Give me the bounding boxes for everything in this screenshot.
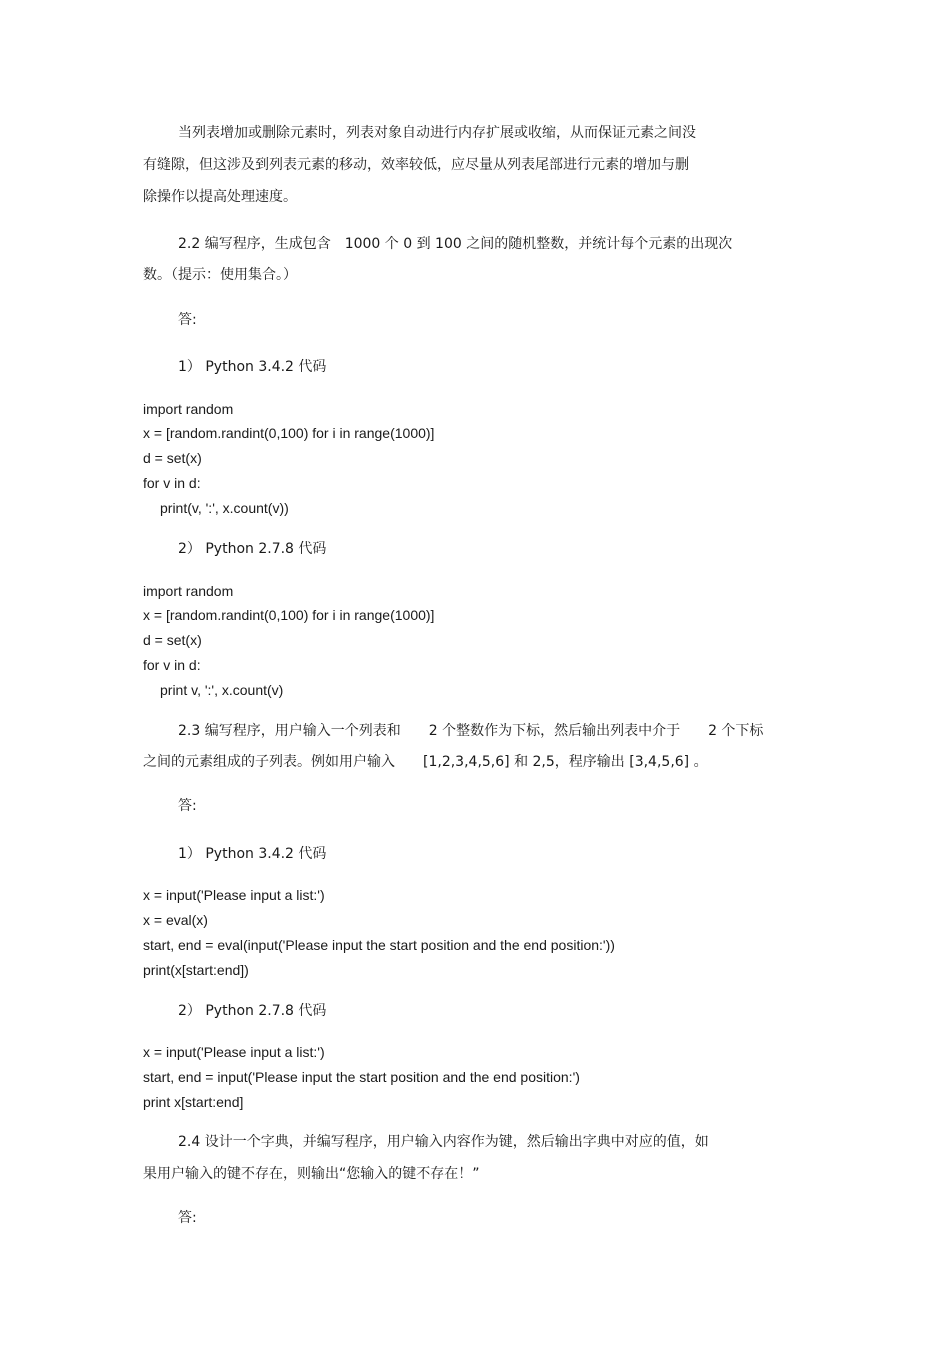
code-line: print(x[start:end]): [143, 962, 249, 978]
paragraph-line: 当列表增加或删除元素时，列表对象自动进行内存扩展或收缩，从而保证元素之间没: [178, 125, 696, 141]
code-line: print x[start:end]: [143, 1094, 244, 1110]
code-line: start, end = eval(input('Please input the start position and the end position:')): [143, 937, 615, 953]
code-line: for v in d:: [143, 475, 201, 491]
question-line: 2.4 设计一个字典，并编写程序，用户输入内容作为键，然后输出字典中对应的值，如: [178, 1134, 709, 1150]
question-line: 数。（提示：使用集合。）: [143, 267, 297, 283]
code-heading: 2） Python 2.7.8 代码: [178, 1003, 327, 1019]
code-line: x = input('Please input a list:'): [143, 1044, 325, 1060]
code-line: import random: [143, 583, 234, 599]
answer-label: 答:: [178, 312, 197, 328]
code-line: x = [random.randint(0,100) for i in range(1000)]: [143, 607, 435, 623]
code-line: x = input('Please input a list:'): [143, 887, 325, 903]
code-line: print v, ':', x.count(v): [160, 682, 284, 698]
question-line: 2.3 编写程序，用户输入一个列表和 2 个整数作为下标，然后输出列表中介于 2 个下标: [178, 723, 764, 739]
paragraph-line: 有缝隙，但这涉及到列表元素的移动，效率较低，应尽量从列表尾部进行元素的增加与删: [143, 157, 689, 173]
code-line: import random: [143, 401, 234, 417]
paragraph-line: 除操作以提高处理速度。: [143, 189, 297, 205]
code-line: x = eval(x): [143, 912, 208, 928]
code-line: x = [random.randint(0,100) for i in range(1000)]: [143, 425, 435, 441]
code-line: d = set(x): [143, 632, 202, 648]
question-line: 之间的元素组成的子列表。例如用户输入 [1,2,3,4,5,6] 和 2,5，程序输出 [3,4,5,6] 。: [143, 754, 708, 770]
answer-label: 答:: [178, 798, 197, 814]
question-line: 2.2 编写程序，生成包含 1000 个 0 到 100 之间的随机整数，并统计每个元素的出现次: [178, 236, 733, 252]
code-line: d = set(x): [143, 450, 202, 466]
code-heading: 1） Python 3.4.2 代码: [178, 359, 327, 375]
code-line: for v in d:: [143, 657, 201, 673]
code-heading: 1） Python 3.4.2 代码: [178, 846, 327, 862]
code-line: print(v, ':', x.count(v)): [160, 500, 289, 516]
question-line: 果用户输入的键不存在，则输出“您输入的键不存在！”: [143, 1166, 480, 1182]
code-heading: 2） Python 2.7.8 代码: [178, 541, 327, 557]
answer-label: 答:: [178, 1210, 197, 1226]
code-line: start, end = input('Please input the start position and the end position:'): [143, 1069, 580, 1085]
